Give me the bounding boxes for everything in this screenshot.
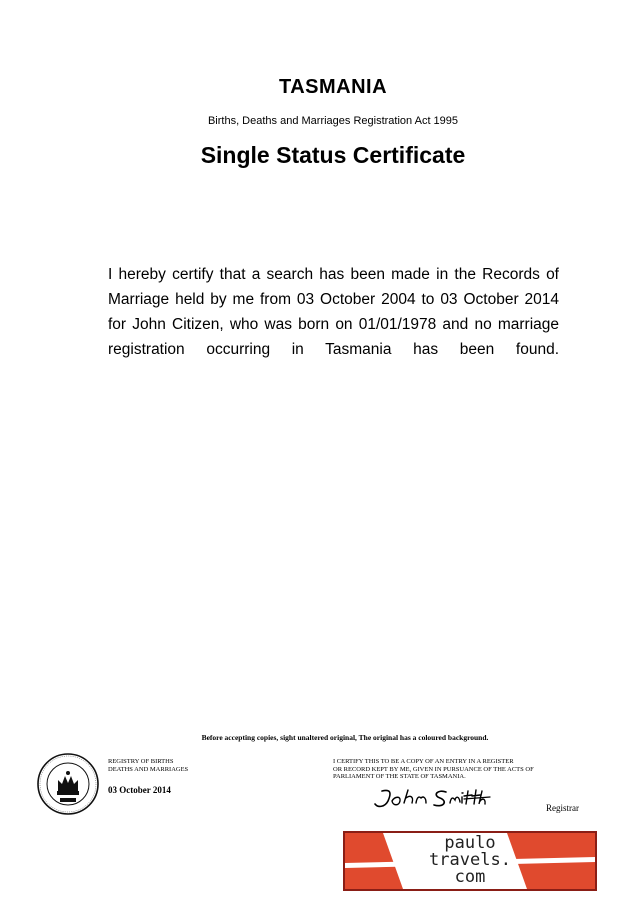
certify-line-3: PARLIAMENT OF THE STATE OF TASMANIA. <box>333 773 466 780</box>
registry-line-2: DEATHS AND MARRIAGES <box>108 766 189 773</box>
logo-wordmark <box>345 835 595 886</box>
certification-statement <box>333 758 573 781</box>
registry-name <box>108 758 188 774</box>
logo-line-3: com <box>454 867 486 887</box>
certify-line-1: I CERTIFY THIS TO BE A COPY OF AN ENTRY IN A REGISTER <box>333 758 514 765</box>
certificate-statement: I hereby certify that a search has been made in the Records of Marriage held by me from 03 October 2004 to 03 October 2014 for John Citizen, who was born on 01/01/1978 and no marriage registration occurring in Tasmania has been found. <box>108 266 559 358</box>
logo-line-2: travels. <box>429 850 511 870</box>
certify-line-2: OR RECORD KEPT BY ME, GIVEN IN PURSUANCE OF THE ACTS OF <box>333 765 534 773</box>
certificate-heading: Single Status Certificate <box>200 142 466 168</box>
act-reference: Births, Deaths and Marriages Registration Act 1995 <box>207 115 459 127</box>
registrar-label: Registrar <box>546 803 579 813</box>
jurisdiction-title: TASMANIA <box>278 76 388 98</box>
logo-line-1: paulo <box>444 833 496 853</box>
authenticity-notice: Before accepting copies, sight unaltered original, The original has a coloured background. <box>201 733 489 742</box>
registry-seal-icon <box>36 752 100 816</box>
paulo-travels-watermark <box>343 831 597 891</box>
registry-line-1: REGISTRY OF BIRTHS <box>108 758 174 765</box>
crown-icon <box>57 771 79 795</box>
registrar-signature <box>372 787 496 811</box>
issue-date: 03 October 2014 <box>108 785 171 795</box>
